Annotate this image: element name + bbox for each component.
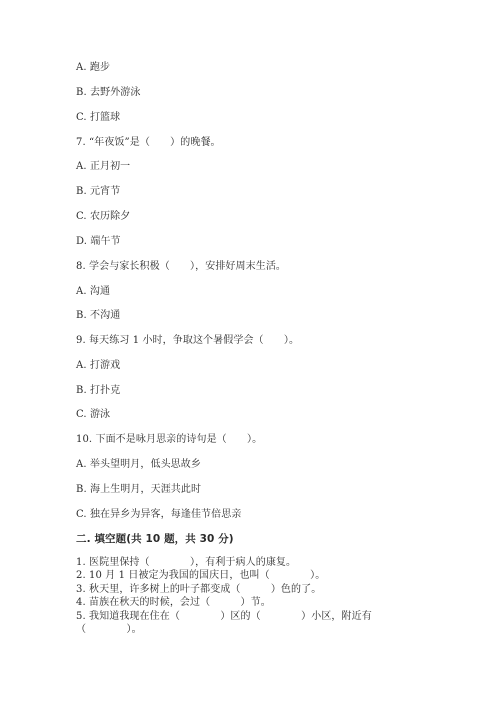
question-8-option-b: B. 不沟通: [76, 310, 121, 321]
question-10-option-b: B. 海上生明月，天涯共此时: [76, 484, 202, 495]
question-7-option-a: A. 正月初一: [76, 161, 131, 172]
question-8-option-a: A. 沟通: [76, 286, 111, 297]
fill-question-3: 3. 秋天里，许多树上的叶子都变成（ ）色的了。: [76, 584, 322, 595]
fill-question-5-continued: （ ）。: [76, 624, 142, 635]
question-7: 7. “年夜饭”是（ ）的晚餐。: [76, 137, 221, 148]
question-8: 8. 学会与家长积极（ ），安排好周末生活。: [76, 261, 287, 272]
question-10-option-a: A. 举头望明月，低头思故乡: [76, 459, 201, 470]
question-9-option-a: A. 打游戏: [76, 360, 121, 371]
question-7-option-d: D. 端午节: [76, 236, 121, 247]
fill-question-1: 1. 医院里保持（ ），有利于病人的康复。: [76, 557, 297, 568]
fill-question-4: 4. 苗族在秋天的时候，会过（ ）节。: [76, 597, 271, 608]
question-9: 9. 每天练习 1 小时，争取这个暑假学会（ ）。: [76, 335, 300, 346]
fill-question-5: 5. 我知道我现在住在（ ）区的（ ）小区，附近有: [76, 611, 372, 622]
option-run: A. 跑步: [76, 62, 111, 73]
question-10: 10. 下面不是咏月思亲的诗句是（ ）。: [76, 434, 263, 445]
fill-question-2: 2. 10 月 1 日被定为我国的国庆日，也叫（ ）。: [76, 570, 326, 581]
question-9-option-b: B. 打扑克: [76, 385, 121, 396]
section-heading-fill-blank: 二. 填空题(共 10 题，共 30 分): [76, 533, 234, 545]
option-wild-swim: B. 去野外游泳: [76, 87, 141, 98]
option-basketball: C. 打篮球: [76, 112, 121, 123]
question-9-option-c: C. 游泳: [76, 409, 111, 420]
question-10-option-c: C. 独在异乡为异客，每逢佳节倍思亲: [76, 509, 242, 520]
question-7-option-b: B. 元宵节: [76, 186, 121, 197]
question-7-option-c: C. 农历除夕: [76, 211, 131, 222]
